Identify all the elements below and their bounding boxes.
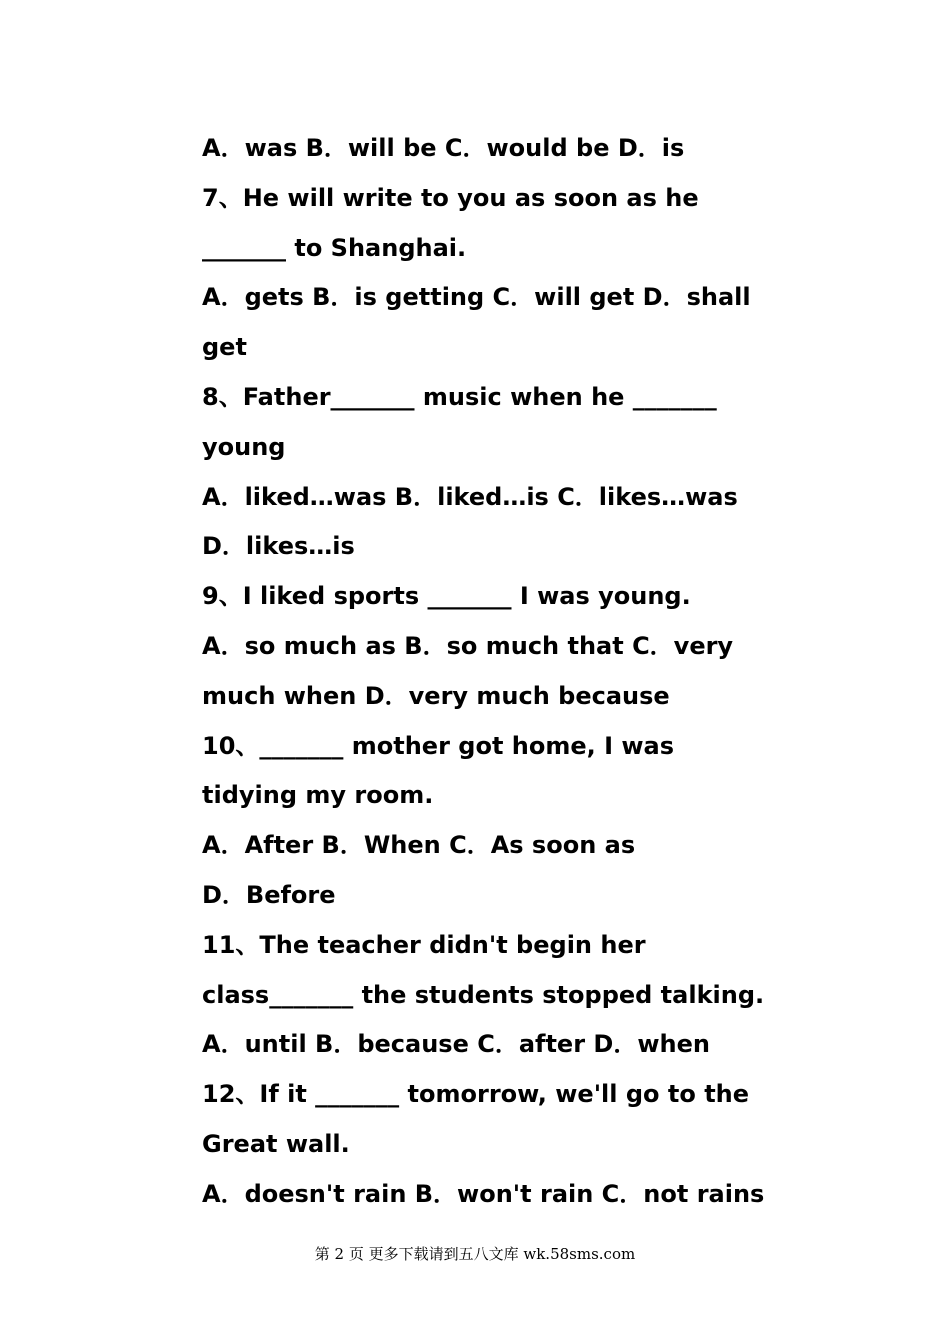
- options-q8-cont: D．likes…is: [202, 532, 355, 561]
- question-7-cont: _______ to Shanghai.: [202, 233, 467, 262]
- options-q9-cont: much when D．very much because: [202, 681, 670, 710]
- question-10-cont: tidying my room.: [202, 781, 434, 810]
- options-q11: A．until B．because C．after D．when: [202, 1030, 710, 1059]
- question-8-cont: young: [202, 432, 286, 461]
- options-q12: A．doesn't rain B．won't rain C．not rains: [202, 1179, 765, 1208]
- question-text-block: [202, 124, 822, 1220]
- page-footer: 第 2 页 更多下载请到五八文库 wk.58sms.com: [314, 1245, 636, 1263]
- question-11-cont: class_______ the students stopped talking.: [202, 980, 765, 1009]
- question-12-cont: Great wall.: [202, 1129, 350, 1158]
- options-q10-cont: D．Before: [202, 880, 336, 909]
- question-12: 12、If it _______ tomorrow, we'll go to the: [202, 1080, 750, 1109]
- question-9: 9、I liked sports _______ I was young.: [202, 582, 691, 611]
- question-10: 10、_______ mother got home, I was: [202, 731, 675, 760]
- options-q8: A．liked…was B．liked…is C．likes…was: [202, 482, 738, 511]
- question-8: 8、Father_______ music when he _______: [202, 382, 717, 411]
- options-q10: A．After B．When C．As soon as: [202, 831, 636, 860]
- options-q6: A．was B．will be C．would be D．is: [202, 134, 685, 162]
- options-q7-cont: get: [202, 333, 247, 362]
- question-7: 7、He will write to you as soon as he: [202, 183, 699, 212]
- question-11: 11、The teacher didn't begin her: [202, 930, 646, 959]
- options-q9: A．so much as B．so much that C．very: [202, 631, 734, 660]
- options-q7: A．gets B．is getting C．will get D．shall: [202, 283, 751, 312]
